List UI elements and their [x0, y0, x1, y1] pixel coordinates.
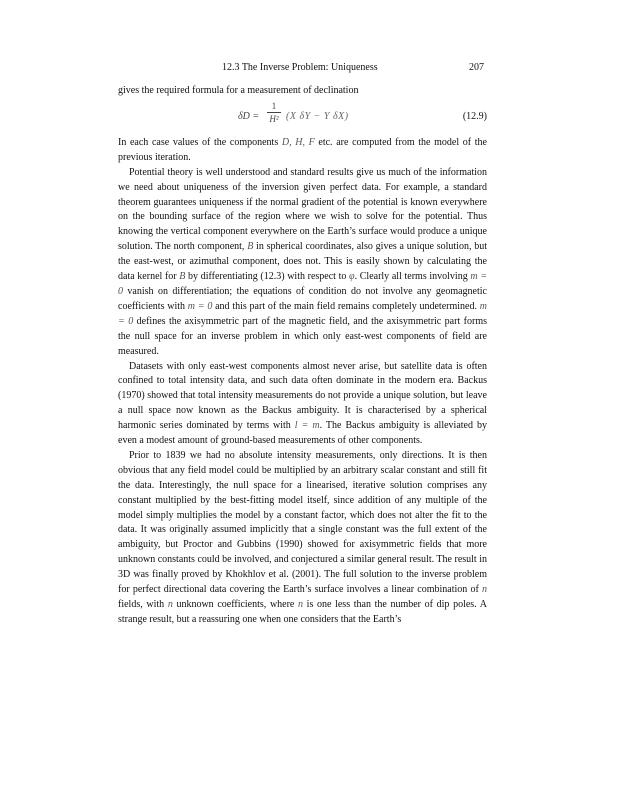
text-run: . Clearly all terms involving	[354, 271, 468, 283]
equation-fraction	[266, 100, 282, 125]
math-symbol: n	[167, 599, 173, 610]
math-symbol: n	[482, 584, 487, 596]
math-symbol: m = 0	[118, 271, 487, 297]
paragraph-1	[118, 136, 487, 166]
text-run: Datasets with only east-west components almost never arise, but satellite data is often confined to total intensity data, and such data often dominate in the modern era. Backus (1970) showed that total intensity measurements do not provide a unique solution, but leave a null space now known as the Backus ambiguity. It is characterised by a spherical harmonic series dominated by terms with	[118, 360, 487, 432]
text-run: is one less than the number of dip poles. A strange result, but a reassuring one when one considers that the Earth’s	[118, 599, 488, 625]
text-run: Prior to 1839 we had no absolute intensity measurements, only directions. It is then obvious that any field model could be multiplied by an arbitrary scalar constant and still fit the data. Interestingly, the null space for a linearised, iterative solution comprises any constant multiplied by the best-fitting model itself, since addition of any multiple of the model simply multiplies the model by a constant factor, which does not alter the fit to the data. It was originally assumed implicitly that a single constant was the full extent of the ambiguity, but Proctor and Gubbins (1990) showed for axisymmetric fields that more unknown constants could be involved, and conjectured a similar general result. The result in 3D was finally proved by Khokhlov et al. (2001). The full solution to the inverse problem for perfect directional data covering the Earth’s surface involves a linear combination of	[118, 449, 487, 596]
text-run: and this part of the main field remains completely undetermined.	[212, 300, 477, 312]
math-symbol: B	[247, 241, 254, 253]
text-run: . The Backus ambiguity is alleviated by even a modest amount of ground-based measurements of other components.	[118, 420, 487, 447]
math-symbol: D, H, F	[281, 136, 315, 148]
text-run: vanish on differentiation; the equations of condition do not involve any geomagnetic coefficients with	[118, 285, 487, 312]
text-run: etc. are computed from the model of the previous iteration.	[118, 136, 487, 163]
body-text	[118, 84, 487, 628]
math-symbol: m = 0	[187, 300, 213, 312]
math-symbol: m = 0	[118, 300, 487, 327]
page-number: 207	[469, 62, 484, 73]
equation-rhs: (X δY − Y δX)	[286, 110, 349, 122]
text-run: fields, with	[118, 599, 165, 610]
text-run: in spherical coordinates, also gives a unique solution, but the east-west, or azimuthal component, does not. This is easily shown by calculating the data kernel for	[118, 241, 487, 283]
math-symbol: B	[179, 271, 186, 283]
paragraph-2	[118, 166, 487, 360]
equation-12-9	[118, 100, 487, 134]
text-run: In each case values of the components	[118, 136, 279, 148]
equation-lhs: δD =	[238, 110, 260, 122]
text-run: unknown coefficients, where	[172, 599, 295, 610]
math-symbol: n	[298, 599, 304, 610]
paragraph-3	[118, 360, 487, 449]
text-run: Potential theory is well understood and standard results give us much of the information we need about uniqueness of the inversion given perfect data. For example, a standard theorem guarantees uniqueness if the normal gradient of the potential is known everywhere on the bounding surface of the region where we wish to solve for the potential. Thus knowing the vertical component everywhere on the Earth’s surface would produce a unique solution. The north component,	[118, 166, 487, 253]
intro-line: gives the required formula for a measurement of declination	[118, 85, 359, 96]
text-run: by differentiating (12.3) with respect to	[185, 271, 347, 283]
paragraph-4	[118, 449, 487, 628]
fraction-numerator: 1	[271, 100, 277, 111]
text-run: defines the axisymmetric part of the magnetic field, and the axisymmetric part forms the null space for an inverse problem in which only east-west components of field are measured.	[118, 315, 488, 357]
math-symbol: φ	[349, 271, 355, 283]
fraction-denominator: H²	[269, 113, 279, 124]
equation-number: (12.9)	[462, 110, 487, 122]
section-title: 12.3 The Inverse Problem: Uniqueness	[222, 62, 378, 73]
math-symbol: l = m	[294, 420, 320, 432]
